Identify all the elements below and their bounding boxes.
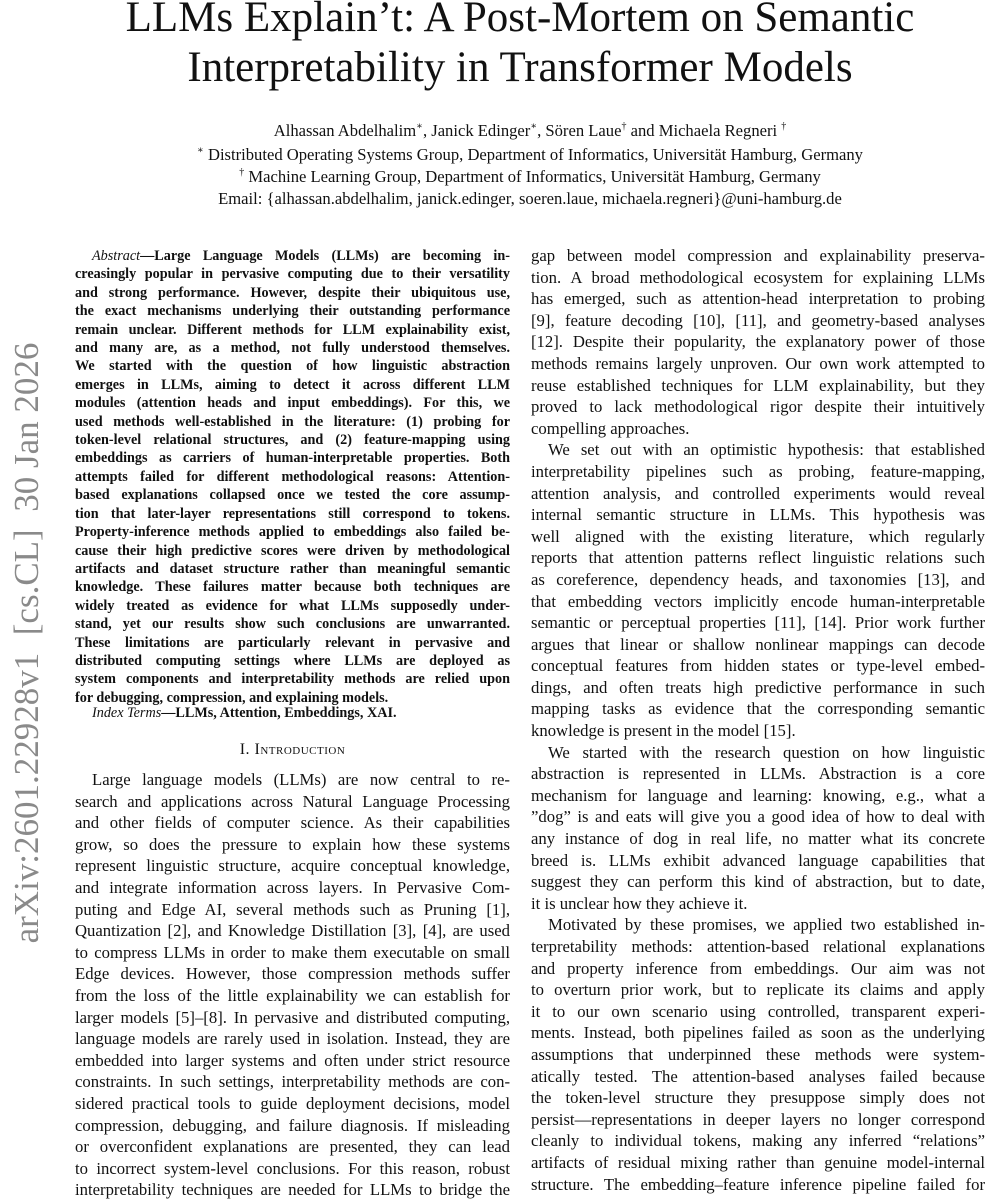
text-line: We set out with an optimistic hypothesis: that established [548, 440, 985, 460]
author-name: Sören Laue [545, 121, 622, 140]
text-line: abstraction is represented in LLMs. Abstraction is a core [531, 764, 985, 784]
affiliation-1 [0, 144, 985, 166]
text-line: atically tested. The attention-based analyses failed because [531, 1066, 985, 1086]
paragraph [531, 439, 985, 741]
text-line: Motivated by these promises, we applied two established in- [548, 915, 985, 935]
text-line: larger models [5]–[8]. In pervasive and distributed computing, [75, 1007, 510, 1027]
affiliation-2 [0, 166, 985, 188]
text-line: to compress LLMs in order to make them executable on small [75, 942, 510, 962]
text-line: semantic or perceptual properties [11], [14]. Prior work further [531, 613, 985, 633]
arxiv-identifier-sidebar: arXiv:2601.22928v1 [cs.CL] 30 Jan 2026 [7, 342, 46, 944]
text-line: and property inference from embeddings. Our aim was not [531, 958, 985, 978]
author-name: Alhassan Abdelhalim [273, 121, 417, 140]
text-line: Edge devices. However, those compression methods suffer [75, 964, 510, 984]
text-line: cleanly to individual tokens, making any inferred “relations” [531, 1131, 985, 1151]
text-line: grow, so does the pressure to explain how these systems [75, 834, 510, 854]
abstract-line [75, 339, 510, 357]
author-list [0, 120, 985, 142]
paragraph [531, 742, 985, 915]
abstract-line-text: modules (attention heads and input embeddings). For this, we [75, 395, 510, 412]
text-line: [12]. Despite their popularity, the explanatory power of those [531, 332, 985, 352]
section-title: Introduction [254, 741, 346, 758]
abstract-line [75, 302, 510, 320]
abstract-line [75, 670, 510, 688]
author-name: Michaela Regneri [658, 121, 782, 140]
abstract-line [75, 449, 510, 467]
abstract-line-text: Property-inference methods applied to embeddings also failed be- [75, 524, 510, 541]
text-line: suggest they can perform this kind of abstraction, but to date, [531, 872, 985, 892]
abstract-line [75, 652, 510, 670]
text-line: that embedding vectors implicitly encode human-interpretable [531, 591, 985, 611]
index-terms-label: Index Terms [92, 705, 162, 721]
text-line: or overconfident explanations are presented, they can lead [75, 1137, 510, 1157]
abstract-line-text: artifacts and dataset structure rather than meaningful semantic [75, 560, 510, 577]
text-line: ments. Instead, both pipelines failed as soon as the underlying [531, 1023, 985, 1043]
affiliation-text: Distributed Operating Systems Group, Department of Informatics, Universität Hamburg, Germany [203, 145, 863, 164]
abstract-line-text: remain unclear. Different methods for LLM explainability exist, [75, 321, 510, 338]
text-line: sidered practical tools to guide deployment decisions, model [75, 1093, 510, 1113]
text-line: reports that attention patterns reflect linguistic relations such [531, 548, 985, 568]
text-line: constraints. In such settings, interpretability methods are con- [75, 1072, 510, 1092]
abstract-line [75, 284, 510, 302]
abstract-line-text: cause their high predictive scores were driven by methodological [75, 542, 510, 559]
abstract-line [75, 431, 510, 449]
text-line: ”dog” is and eats will give you a good idea of how to deal with [531, 807, 985, 827]
abstract-line [75, 394, 510, 412]
text-line: reuse established techniques for LLM explainability, but they [531, 375, 985, 395]
text-line: has emerged, such as attention-head interpretation to probing [531, 289, 985, 309]
text-line: Quantization [2], and Knowledge Distillation [3], [4], are used [75, 921, 510, 941]
text-line: mapping tasks as evidence that the corresponding semantic [531, 699, 985, 719]
abstract-line-text: and many are, as a method, not fully understood themselves. [75, 340, 510, 357]
text-line: interpretability techniques are needed for LLMs to bridge the [75, 1180, 510, 1200]
title-line-2: Interpretability in Transformer Models [187, 44, 853, 91]
abstract-line [75, 505, 510, 523]
text-line: tion. A broad methodological ecosystem for explaining LLMs [531, 267, 985, 287]
text-line: persist—representations in deeper layers no longer correspond [531, 1109, 985, 1129]
text-line: terpretability methods: attention-based relational explanations [531, 937, 985, 956]
text-line: argues that linear or shallow nonlinear mappings can decode [531, 634, 985, 654]
abstract-line-text: token-level relational structures, and (2) feature-mapping using [75, 432, 510, 449]
text-line: it is unclear how they achieve it. [531, 893, 748, 913]
abstract-line [75, 560, 510, 578]
separator: and [626, 121, 659, 140]
text-line: conceptual features from hidden states or type-level embed- [531, 656, 985, 676]
abstract-line [75, 578, 510, 596]
abstract-line-text: for debugging, compression, and explaining models. [75, 689, 389, 706]
affiliation-mark: ∗ [530, 121, 538, 132]
separator: , [537, 121, 546, 140]
abstract-line [75, 376, 510, 394]
abstract-line-text: emerges in LLMs, aiming to detect it across different LLM [75, 376, 510, 393]
index-terms-text: —LLMs, Attention, Embeddings, XAI. [161, 705, 397, 721]
abstract-line-text: embeddings as carriers of human-interpretable properties. Both [75, 450, 510, 467]
text-line: and other fields of computer science. As their capabilities [75, 813, 510, 833]
text-line: knowledge is present in the model [15]. [531, 721, 796, 741]
abstract-line-text: We started with the question of how linguistic abstraction [75, 358, 510, 375]
text-line: language models are rarely used in isolation. Instead, they are [75, 1029, 510, 1049]
abstract-line-text: distributed computing settings where LLMs are deployed as [75, 652, 510, 669]
affiliation-mark: ∗ [197, 145, 204, 156]
section-number: I. [239, 741, 255, 758]
text-line: to incorrect system-level conclusions. For this reason, robust [75, 1158, 510, 1178]
abstract-line [75, 634, 510, 652]
affiliation-mark: † [621, 121, 627, 132]
author-emails[interactable]: Email: {alhassan.abdelhalim, janick.edinger, soeren.laue, michaela.regneri}@uni-hamburg.de [218, 189, 842, 208]
abstract-line [75, 468, 510, 486]
abstract-line [75, 542, 510, 560]
paragraph [531, 245, 985, 439]
text-line: the token-level structure they presuppose simply does not [531, 1088, 985, 1108]
text-line: internal semantic structure in LLMs. This hypothesis was [531, 505, 985, 525]
text-line: methods remains largely unproven. Our own work attempted to [531, 353, 985, 373]
abstract-line-text: and strong performance. However, despite their ubiquitous use, [75, 284, 510, 301]
affiliation-mark: ∗ [416, 121, 423, 132]
abstract-line-text: stand, yet our results show such conclusions are unwarranted. [75, 616, 510, 633]
text-line: puting and Edge AI, several methods such as Pruning [1], [75, 899, 510, 919]
affiliation-mark: † [781, 121, 787, 132]
abstract-label: Abstract [92, 248, 141, 264]
paragraph [75, 769, 510, 1201]
text-line: well aligned with the existing literature, which regularly [531, 526, 985, 546]
abstract-line-text: tion that later-layer representations still correspond to tokens. [75, 505, 510, 522]
text-line: [9], feature decoding [10], [11], and geometry-based analyses [531, 310, 985, 330]
index-terms [75, 704, 510, 722]
affiliation-mark: † [239, 167, 245, 178]
separator: , [422, 121, 432, 140]
text-line: mechanism for language and learning: knowing, e.g., what a [531, 785, 985, 805]
title-line-1: LLMs Explain’t: A Post-Mortem on Semantic [125, 0, 915, 41]
text-line: attention analysis, and controlled experiments would reveal [531, 483, 985, 503]
text-line: from the loss of the little explainability we can establish for [75, 985, 510, 1005]
text-line: We started with the research question on how linguistic [548, 742, 985, 762]
text-line: proved to lack methodological rigor despite their intuitively [531, 397, 985, 417]
abstract-line-text: —Large Language Models (LLMs) are becoming in- [140, 248, 510, 264]
text-line: as coreference, dependency heads, and taxonomies [13], and [531, 569, 985, 589]
text-line: search and applications across Natural Language Processing [75, 791, 510, 811]
abstract-line-text: knowledge. These failures matter because both techniques are [75, 579, 510, 596]
abstract-line-text: used methods well-established in the literature: (1) probing for [75, 413, 510, 430]
text-line: assumptions that underpinned these methods were system- [531, 1044, 985, 1064]
section-heading-introduction [75, 740, 510, 760]
abstract-line [75, 321, 510, 339]
abstract-line [75, 357, 510, 375]
abstract-line-text: widely treated as evidence for what LLMs supposedly under- [75, 597, 510, 614]
text-line: artifacts of residual mixing rather than genuine model-internal [531, 1152, 985, 1172]
right-column-body [531, 245, 985, 1195]
text-line: breed is. LLMs exhibit advanced language capabilities that [531, 850, 985, 870]
text-line: dings, and often treats high predictive performance in such [531, 677, 985, 697]
abstract-line-text: system components and interpretability methods are relied upon [75, 671, 510, 688]
left-column-body [75, 769, 510, 1201]
abstract-line [75, 265, 510, 283]
abstract-line-text: the exact mechanisms underlying their outstanding performance [75, 303, 510, 320]
abstract-line-text: attempts failed for different methodological reasons: Attention- [75, 468, 510, 485]
abstract-line-text: creasingly popular in pervasive computing due to their versatility [75, 266, 510, 283]
abstract-line-text: These limitations are particularly relevant in pervasive and [75, 634, 510, 651]
text-line: compelling approaches. [531, 418, 690, 438]
abstract-line-text: based explanations collapsed once we tested the core assump- [75, 487, 510, 504]
abstract [75, 247, 510, 707]
paragraph [531, 914, 985, 1195]
abstract-line [75, 486, 510, 504]
text-line: it to our own scenario using controlled, transparent experi- [531, 1001, 985, 1021]
text-line: interpretability pipelines such as probing, feature-mapping, [531, 461, 985, 481]
text-line: structure. The embedding–feature inference pipeline failed for [531, 1174, 985, 1194]
text-line: Large language models (LLMs) are now central to re- [92, 770, 510, 789]
abstract-line [75, 597, 510, 615]
text-line: embedded into larger systems and often under strict resource [75, 1050, 510, 1070]
abstract-line [75, 247, 510, 265]
author-name: Janick Edinger [431, 121, 531, 140]
text-line: and integrate information across layers. In Pervasive Com- [75, 877, 510, 897]
abstract-line [75, 523, 510, 541]
text-line: gap between model compression and explainability preserva- [531, 246, 985, 265]
abstract-line [75, 413, 510, 431]
abstract-line [75, 615, 510, 633]
text-line: to overturn prior work, but to replicate its claims and apply [531, 980, 985, 1000]
text-line: compression, debugging, and failure diagnosis. If misleading [75, 1115, 510, 1135]
affiliation-text: Machine Learning Group, Department of Informatics, Universität Hamburg, Germany [244, 167, 821, 186]
text-line: any instance of dog in real life, no matter what its concrete [531, 829, 985, 849]
text-line: represent linguistic structure, acquire conceptual knowledge, [75, 856, 510, 876]
